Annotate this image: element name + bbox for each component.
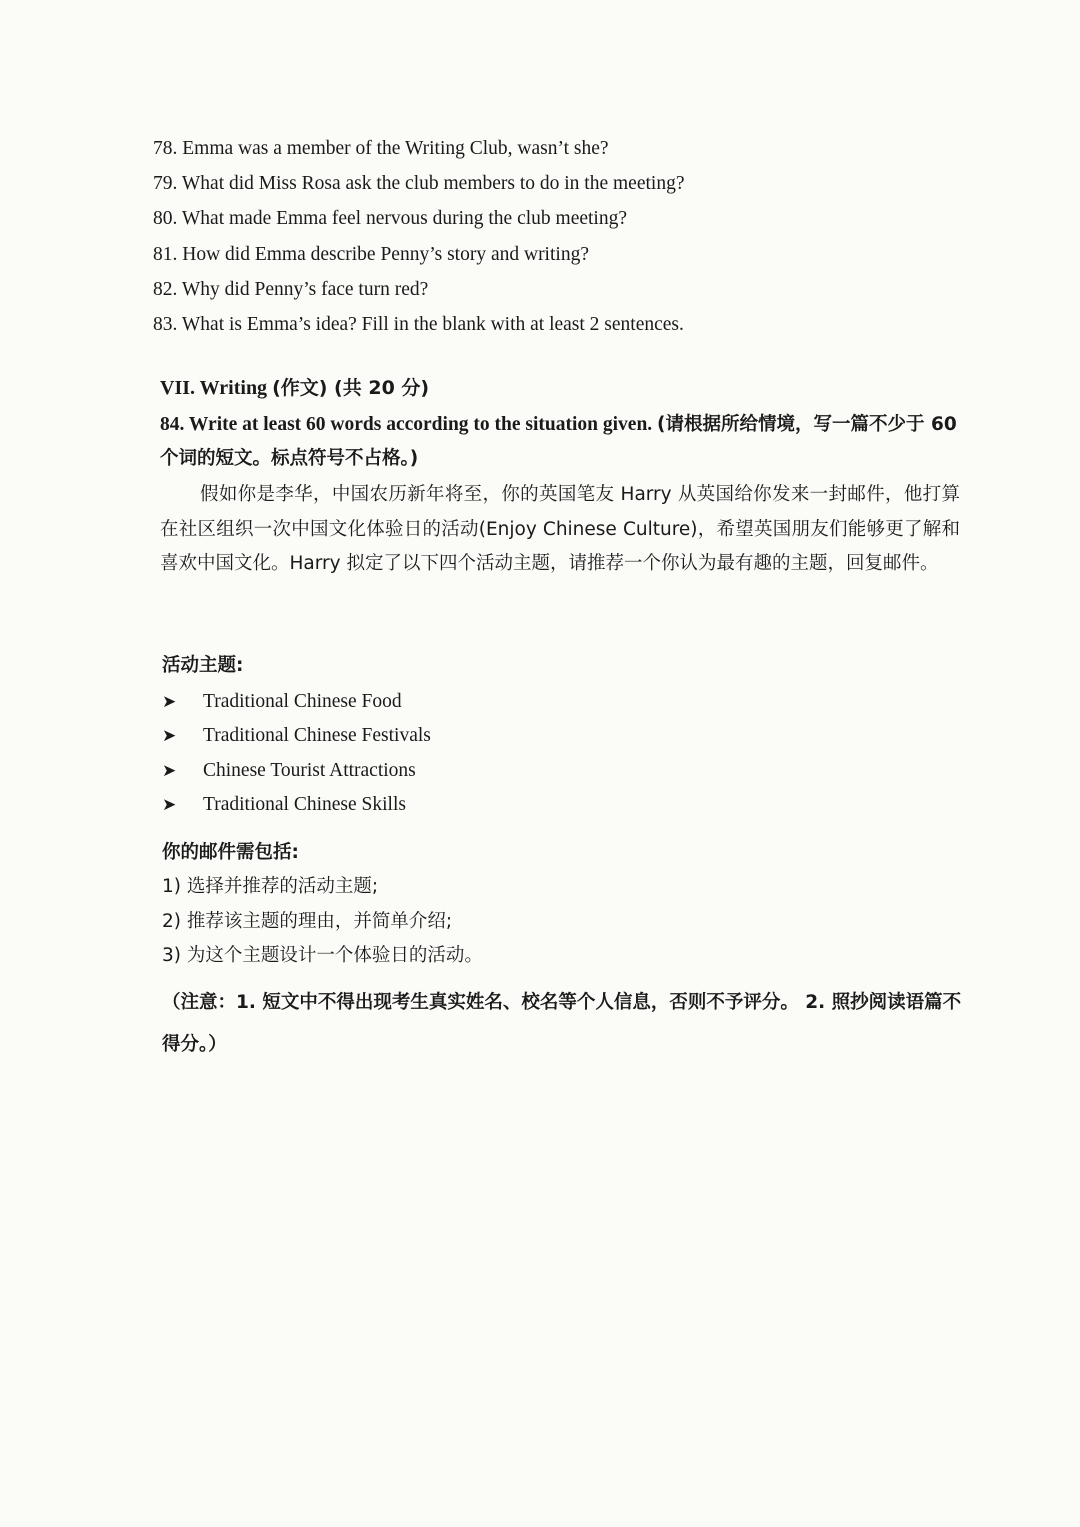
list-item	[162, 788, 431, 822]
question-80: 80. What made Emma feel nervous during the club meeting?	[153, 208, 627, 230]
theme-label: Traditional Chinese Skills	[203, 793, 406, 815]
question-83: 83. What is Emma’s idea? Fill in the blank with at least 2 sentences.	[153, 314, 684, 336]
list-item	[162, 685, 431, 719]
requirements-list	[162, 870, 483, 974]
prompt-en: 84. Write at least 60 words according to the situation given.	[160, 414, 653, 435]
theme-label: Traditional Chinese Food	[203, 691, 402, 712]
question-81: 81. How did Emma describe Penny’s story and writing?	[153, 243, 589, 265]
themes-label: 活动主题:	[162, 655, 244, 676]
section-title-en: VII. Writing	[160, 377, 268, 399]
list-item	[162, 754, 431, 788]
section-heading	[160, 373, 429, 400]
requirements-label: 你的邮件需包括:	[162, 842, 299, 863]
question-82: 82. Why did Penny’s face turn red?	[153, 278, 429, 300]
requirement-item: 1) 选择并推荐的活动主题;	[162, 876, 379, 897]
question-79: 79. What did Miss Rosa ask the club members to do in the meeting?	[153, 173, 685, 195]
section-title-cn: (作文) (共 20 分)	[272, 377, 430, 399]
list-item	[162, 719, 431, 753]
requirement-item: 3) 为这个主题设计一个体验日的活动。	[162, 945, 483, 966]
note-paragraph: （注意：1. 短文中不得出现考生真实姓名、校名等个人信息，否则不予评分。 2. 照抄阅读语篇不得分。）	[162, 992, 962, 1055]
arrow-bullet-icon: ➤	[162, 760, 177, 781]
theme-label: Traditional Chinese Festivals	[203, 725, 431, 747]
situation-paragraph: 假如你是李华，中国农历新年将至，你的英国笔友 Harry 从英国给你发来一封邮件，他打算在社区组织一次中国文化体验日的活动(Enjoy Chinese Culture)，希望英国朋友们能够更了解和喜欢中国文化。Harry 拟定了以下四个活动主题，请推荐一个你认为最有趣的主题，回复邮件。	[160, 484, 960, 574]
arrow-bullet-icon: ➤	[162, 692, 177, 712]
question-list	[153, 131, 1013, 342]
question-78: 78. Emma was a member of the Writing Club, wasn’t she?	[153, 138, 609, 159]
requirement-item: 2) 推荐该主题的理由，并简单介绍;	[162, 910, 453, 932]
writing-prompt	[160, 408, 960, 476]
theme-label: Chinese Tourist Attractions	[203, 759, 416, 781]
arrow-bullet-icon: ➤	[162, 794, 177, 815]
arrow-bullet-icon: ➤	[162, 726, 177, 747]
theme-list	[162, 685, 431, 822]
prompt-cn: (请根据所给情境，写一篇不少于 60 个词的短文。标点符号不占格。)	[160, 414, 957, 469]
